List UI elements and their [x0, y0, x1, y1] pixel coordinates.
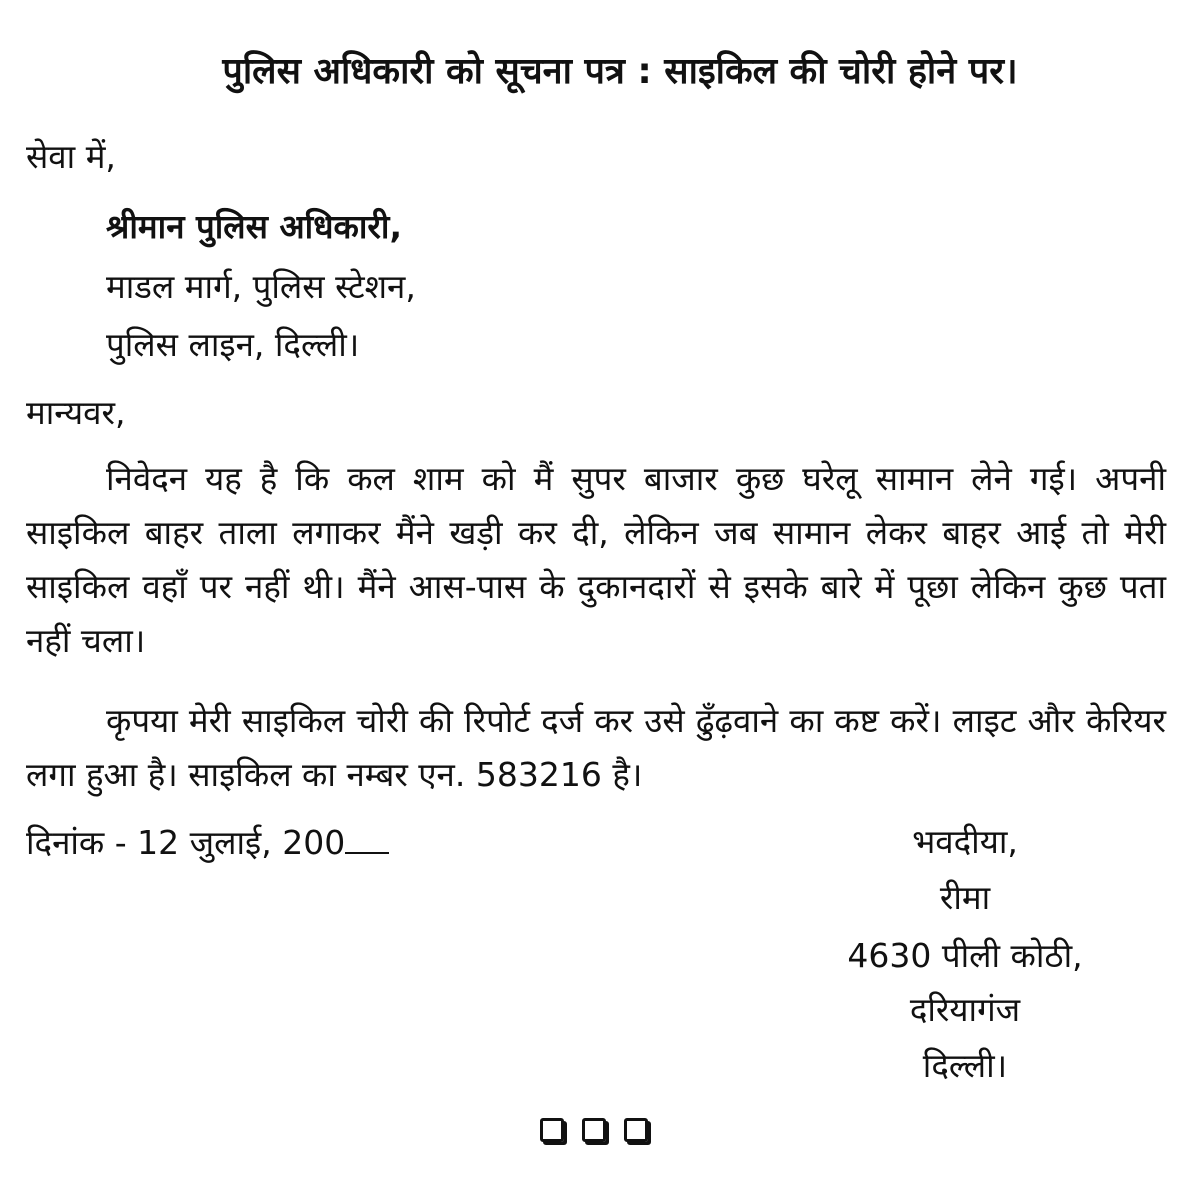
address-line-2: माडल मार्ग, पुलिस स्टेशन, [106, 267, 416, 306]
salutation-to: सेवा में, [26, 137, 116, 176]
square-ornament-icon [540, 1118, 564, 1142]
greeting: मान्यवर, [26, 393, 126, 432]
address-line-3: पुलिस लाइन, दिल्ली। [106, 325, 360, 364]
square-ornament-icon [582, 1118, 606, 1142]
end-ornament [540, 1118, 648, 1142]
square-ornament-icon [624, 1118, 648, 1142]
signature-name: रीमा [939, 878, 991, 917]
signature-closing: भवदीया, [912, 822, 1018, 861]
signature-address-1: 4630 पीली कोठी, [847, 936, 1083, 975]
date-line [26, 818, 389, 868]
body-paragraph-1: निवेदन यह है कि कल शाम को मैं सुपर बाजार कुछ घरेलू सामान लेने गई। अपनी साइकिल बाहर ताला लगाकर मैंने खड़ी कर दी, लेकिन जब सामान लेकर बाहर आई तो मेरी साइकिल वहाँ पर नहीं थी। मैंने आस-पास के दुकानदारों से इसके बारे में पूछा लेकिन कुछ पता नहीं चला। [26, 459, 1166, 660]
signature-address-3: दिल्ली। [922, 1046, 1008, 1085]
body-paragraph-2: कृपया मेरी साइकिल चोरी की रिपोर्ट दर्ज कर उसे ढुँढ़वाने का कष्ट करें। लाइट और केरियर लगा हुआ है। साइकिल का नम्बर एन. 583216 है। [26, 701, 1166, 794]
address-line-1: श्रीमान पुलिस अधिकारी, [106, 207, 402, 246]
date-label: दिनांक - 12 जुलाई, 200 [26, 823, 346, 862]
signature-address-2: दरियागंज [909, 990, 1021, 1029]
date-blank [345, 824, 389, 854]
page-title: पुलिस अधिकारी को सूचना पत्र : साइकिल की चोरी होने पर। [222, 51, 1018, 92]
